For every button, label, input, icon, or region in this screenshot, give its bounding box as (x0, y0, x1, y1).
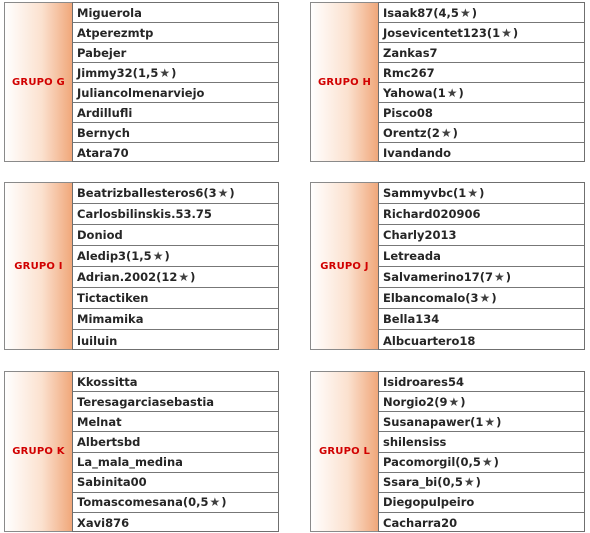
player-name: Adrian.2002(12 (77, 270, 178, 284)
star-icon: ★ (479, 291, 491, 305)
player-row (73, 43, 278, 63)
star-icon: ★ (494, 270, 505, 284)
player-row (73, 246, 278, 267)
player-name: Pabejer (77, 45, 127, 60)
player-row (73, 493, 278, 513)
player-name: Juliancolmenarviejo (77, 85, 205, 100)
player-row (73, 267, 278, 288)
player-name: Aledip3(1,5 (77, 249, 152, 263)
star-icon: ★ (467, 186, 479, 200)
player-name: Letreada (383, 249, 441, 263)
player-row (379, 330, 584, 351)
group-label-cell (310, 182, 378, 350)
player-row (379, 204, 584, 225)
player-name: Bernych (77, 125, 130, 140)
player-row (73, 330, 278, 351)
player-row (379, 432, 584, 452)
player-list (378, 182, 585, 350)
group-label-cell (4, 371, 72, 532)
player-name-suffix: ) (512, 25, 519, 40)
player-row (379, 412, 584, 432)
player-name: Ssara_bi(0,5 (383, 475, 463, 490)
player-name: shilensiss (383, 434, 447, 449)
player-name: luiluin (77, 333, 118, 348)
player-row (379, 63, 584, 83)
player-row (73, 63, 278, 83)
player-row (73, 473, 278, 493)
player-row (73, 453, 278, 473)
star-icon: ★ (484, 414, 496, 429)
star-icon: ★ (217, 186, 229, 200)
player-row (73, 204, 278, 225)
player-row (73, 123, 278, 143)
player-name-suffix: ) (505, 270, 512, 284)
group-label-cell (310, 371, 378, 532)
player-list (378, 371, 585, 532)
player-row (379, 143, 584, 163)
player-name: Elbancomalo(3 (383, 291, 479, 305)
player-name: Richard020906 (383, 207, 481, 221)
player-row (73, 225, 278, 246)
group-k (4, 371, 279, 532)
player-row (73, 392, 278, 412)
star-icon: ★ (501, 25, 512, 40)
player-name: Teresagarciasebastia (77, 394, 215, 409)
group-label-cell (310, 2, 378, 162)
player-list (72, 2, 279, 162)
player-row (379, 3, 584, 23)
star-icon: ★ (446, 85, 458, 100)
group-l (310, 371, 585, 532)
player-row (73, 432, 278, 452)
player-name: Albcuartero18 (383, 333, 476, 348)
group-label: GRUPO H (317, 76, 372, 88)
group-label: GRUPO L (318, 446, 371, 457)
group-label: GRUPO G (12, 76, 65, 88)
player-name-suffix: ) (452, 125, 458, 140)
player-name-suffix: ) (164, 249, 170, 263)
player-name: Zankas7 (383, 45, 438, 60)
player-row (379, 453, 584, 473)
player-row (73, 83, 278, 103)
player-name-suffix: ) (190, 270, 196, 284)
player-name: Beatrizballesteros6(3 (77, 186, 217, 200)
player-name-suffix: ) (229, 186, 235, 200)
player-name: Cacharra20 (383, 515, 458, 530)
player-name: Rmc267 (383, 65, 435, 80)
player-row (73, 288, 278, 309)
player-list (378, 2, 585, 162)
player-row (379, 309, 584, 330)
player-row (73, 309, 278, 330)
player-row (379, 83, 584, 103)
player-name: Pacomorgil(0,5 (383, 455, 481, 470)
player-list (72, 182, 279, 350)
player-name: Miguerola (77, 5, 142, 20)
player-name: Sabinita00 (77, 475, 147, 490)
player-row (73, 103, 278, 123)
player-name: Carlosbilinskis.53.75 (77, 207, 212, 221)
player-row (379, 103, 584, 123)
player-name-suffix: ) (221, 495, 227, 510)
player-name: Melnat (77, 414, 122, 429)
group-label-cell (4, 182, 72, 350)
player-name: Kkossitta (77, 374, 138, 389)
player-row (379, 473, 584, 493)
player-row (379, 123, 584, 143)
player-name: Atara70 (77, 146, 129, 160)
player-name-suffix: ) (493, 455, 499, 470)
player-name: Orentz(2 (383, 125, 440, 140)
player-row (73, 412, 278, 432)
player-row (379, 225, 584, 246)
star-icon: ★ (178, 270, 190, 284)
group-label: GRUPO K (12, 446, 65, 457)
player-row (73, 513, 278, 533)
player-name: Yahowa(1 (383, 85, 446, 100)
player-name: Salvamerino17(7 (383, 270, 493, 284)
player-row (73, 372, 278, 392)
group-label: GRUPO J (320, 260, 369, 272)
player-row (379, 183, 584, 204)
star-icon: ★ (440, 125, 452, 140)
star-icon: ★ (463, 475, 475, 490)
player-name-suffix: ) (479, 186, 485, 200)
player-row (73, 3, 278, 23)
player-row (379, 372, 584, 392)
player-name: Sammyvbc(1 (383, 186, 467, 200)
player-name-suffix: ) (475, 475, 481, 490)
group-label: GRUPO I (14, 260, 63, 272)
player-name: Jimmy32(1,5 (77, 65, 159, 80)
player-name: Bella134 (383, 312, 440, 326)
group-i (4, 182, 279, 350)
player-row (379, 493, 584, 513)
player-name: Isidroares54 (383, 374, 464, 389)
group-h (310, 2, 585, 162)
player-name: Albertsbd (77, 434, 141, 449)
player-row (73, 23, 278, 43)
star-icon: ★ (481, 455, 493, 470)
player-list (72, 371, 279, 532)
star-icon: ★ (459, 5, 471, 20)
player-name: Isaak87(4,5 (383, 5, 459, 20)
player-name-suffix: ) (491, 291, 497, 305)
group-j (310, 182, 585, 350)
player-name-suffix: ) (471, 5, 477, 20)
star-icon: ★ (209, 495, 221, 510)
player-name: La_mala_medina (77, 455, 183, 470)
player-name-suffix: ) (460, 394, 466, 409)
player-name: Diegopulpeiro (383, 495, 475, 510)
player-row (379, 392, 584, 412)
star-icon: ★ (448, 394, 460, 409)
player-row (73, 143, 278, 163)
player-name-suffix: ) (458, 85, 464, 100)
player-row (379, 246, 584, 267)
group-g (4, 2, 279, 162)
player-row (73, 183, 278, 204)
player-row (379, 513, 584, 533)
player-name: Susanapawer(1 (383, 414, 484, 429)
star-icon: ★ (159, 65, 171, 80)
player-name: Mimamika (77, 312, 144, 326)
player-name: Doniod (77, 228, 123, 242)
player-name: Ardillufli (77, 105, 133, 120)
player-row (379, 288, 584, 309)
player-name: Atperezmtp (77, 25, 154, 40)
player-name: Pisco08 (383, 105, 433, 120)
player-name: Josevicentet123(1 (383, 25, 501, 40)
group-label-cell (4, 2, 72, 162)
player-name: Norgio2(9 (383, 394, 448, 409)
player-name: Charly2013 (383, 228, 457, 242)
star-icon: ★ (152, 249, 164, 263)
player-row (379, 267, 584, 288)
player-name: Xavi876 (77, 515, 130, 530)
player-name-suffix: ) (496, 414, 502, 429)
player-row (379, 43, 584, 63)
player-name: Ivandando (383, 146, 452, 160)
player-name: Tomascomesana(0,5 (77, 495, 209, 510)
player-name-suffix: ) (171, 65, 177, 80)
player-row (379, 23, 584, 43)
player-name: Tictactiken (77, 291, 149, 305)
